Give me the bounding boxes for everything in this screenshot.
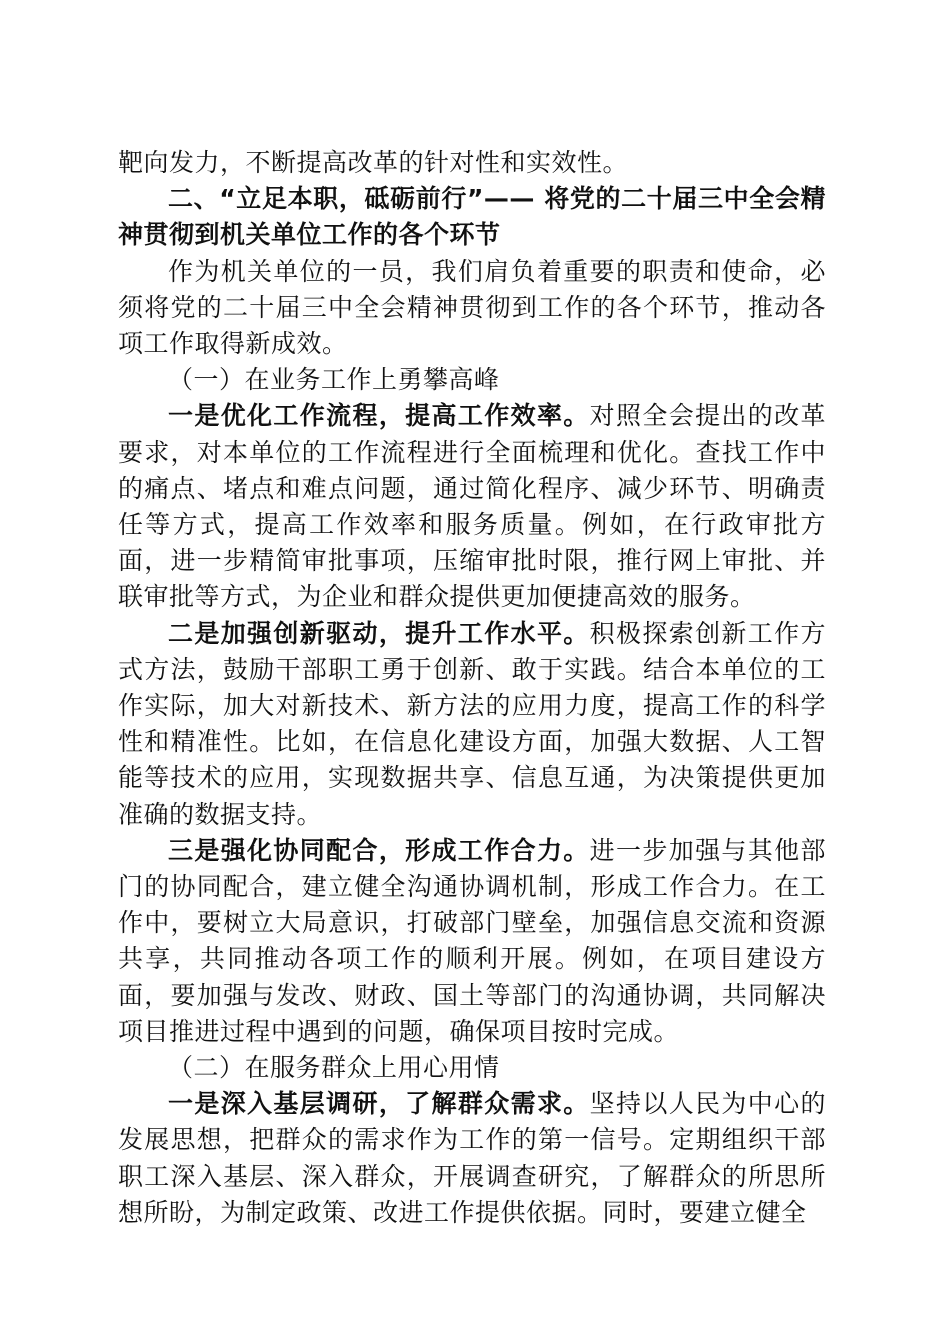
paragraph-lead: 二是加强创新驱动，提升工作水平。 bbox=[168, 618, 590, 648]
paragraph-lead: 一是深入基层调研，了解群众需求。 bbox=[168, 1089, 590, 1119]
subsection-heading-2: （二）在服务群众上用心用情 bbox=[168, 1053, 500, 1083]
paragraph-item bbox=[118, 398, 826, 615]
paragraph-text: 积极探索创新工作方式方法，鼓励干部职工勇于创新、敢于实践。结合本单位的工作实际，加大对新技术、新方法的应用力度，提高工作的科学性和精准性。比如，在信息化建设方面，加强大数据、人工智能等技术的应用，实现数据共享、信息互通，为决策提供更加准确的数据支持。 bbox=[118, 618, 826, 829]
document-body bbox=[118, 145, 826, 1231]
paragraph-lead: 三是强化协同配合，形成工作合力。 bbox=[168, 835, 590, 865]
paragraph-item bbox=[118, 1086, 826, 1231]
paragraph-text: 对照全会提出的改革要求，对本单位的工作流程进行全面梳理和优化。查找工作中的痛点、堵点和难点问题，通过简化程序、减少环节、明确责任等方式，提高工作效率和服务质量。例如，在行政审批方面，进一步精简审批事项，压缩审批时限，推行网上审批、并联审批等方式，为企业和群众提供更加便捷高效的服务。 bbox=[118, 401, 826, 612]
paragraph-item bbox=[118, 833, 826, 1050]
subsection-heading-1: （一）在业务工作上勇攀高峰 bbox=[168, 365, 500, 395]
paragraph-text: 坚持以人民为中心的发展思想，把群众的需求作为工作的第一信号。定期组织干部职工深入基层、深入群众，开展调查研究，了解群众的所思所想所盼，为制定政策、改进工作提供依据。同时，要建立健全 bbox=[118, 1089, 826, 1227]
continuation-paragraph: 靶向发力，不断提高改革的针对性和实效性。 bbox=[118, 148, 629, 177]
paragraph-text: 进一步加强与其他部门的协同配合，建立健全沟通协调机制，形成工作合力。在工作中，要树立大局意识，打破部门壁垒，加强信息交流和资源共享，共同推动各项工作的顺利开展。例如，在项目建设方面，要加强与发改、财政、国土等部门的沟通协调，共同解决项目推进过程中遇到的问题，确保项目按时完成。 bbox=[118, 835, 826, 1046]
section-heading: 二、“立足本职，砥砺前行”—— 将党的二十届三中全会精神贯彻到机关单位工作的各个环节 bbox=[118, 184, 826, 250]
section-intro-paragraph: 作为机关单位的一员，我们肩负着重要的职责和使命，必须将党的二十届三中全会精神贯彻到工作的各个环节，推动各项工作取得新成效。 bbox=[118, 256, 826, 359]
paragraph-lead: 一是优化工作流程，提高工作效率。 bbox=[168, 401, 590, 431]
paragraph-item bbox=[118, 616, 826, 833]
